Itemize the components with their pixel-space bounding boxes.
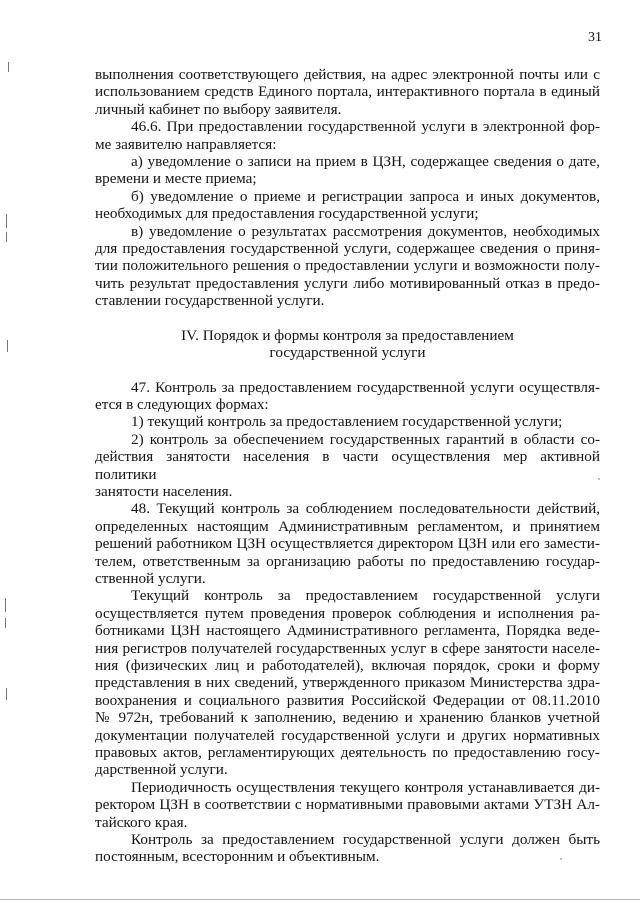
text-line: Периодичность осуществления текущего контроля устанавливается ди- (131, 778, 600, 796)
text-line: необходимых для предоставления государственной услуги; (95, 205, 479, 223)
scan-edge (0, 899, 640, 900)
text-line: представления в них сведений, утвержденного приказом Министерства здра- (95, 674, 600, 692)
text-line: № 972н, требований к заполнению, ведению и хранению бланков учетной (95, 709, 600, 727)
section-heading-line: IV. Порядок и формы контроля за предоставлением (181, 326, 514, 344)
text-line: действия занятости населения в части осуществления мер активной политики (95, 448, 600, 483)
section-heading-line: государственной услуги (269, 344, 426, 362)
list-item-a (95, 153, 600, 188)
scan-margin-mark (6, 688, 7, 700)
text-line: в) уведомление о результатах рассмотрения документов, необходимых (131, 222, 600, 240)
page-number: 31 (588, 30, 602, 45)
scan-margin-mark (8, 62, 9, 72)
text-line: воохранения и социального развития Российской Федерации от 08.11.2010 (95, 691, 600, 709)
scan-margin-mark (5, 598, 6, 612)
text-line: постоянным, всесторонним и объективным. (95, 848, 380, 866)
text-line: ботниками ЦЗН настоящего Административного регламента, Порядка веде- (95, 622, 600, 640)
text-line: Контроль за предоставлением государственной услуги должен быть (131, 831, 600, 849)
text-line: телем, ответственным за организацию работы по предоставлению государ- (95, 552, 600, 570)
scan-margin-mark (6, 232, 7, 242)
text-line: 47. Контроль за предоставлением государственной услуги осуществля- (131, 378, 600, 396)
text-line: а) уведомление о записи на прием в ЦЗН, содержащее сведения о дате, (131, 153, 600, 171)
text-line: личный кабинет по выбору заявителя. (95, 100, 342, 118)
text-line: использованием средств Единого портала, интерактивного портала в единый (95, 83, 600, 101)
text-line: 1) текущий контроль за предоставлением государственной услуги; (131, 413, 563, 431)
text-line: ния регистров получателей государственных услуг в сфере занятости населе- (95, 639, 600, 657)
text-line: занятости населения. (95, 482, 233, 500)
text-line: Текущий контроль за предоставлением государственной услуги (131, 587, 600, 605)
text-line: дарственной услуги. (95, 761, 228, 779)
text-line: ется в следующих формах: (95, 395, 269, 413)
text-line: ставлении государственной услуги. (95, 292, 325, 310)
text-line: определенных настоящим Административным регламентом, и принятием (95, 517, 600, 535)
paragraph-p1 (95, 66, 600, 118)
text-line: тайского края. (95, 813, 188, 831)
text-line: времени и месте приема; (95, 170, 257, 188)
paragraph-46-6 (95, 118, 600, 153)
list-item-v (95, 223, 600, 310)
scan-speck (598, 478, 600, 480)
paragraph-periodicity (95, 779, 600, 831)
text-line: осуществляется путем проведения проверок соблюдения и исполнения ра- (95, 604, 600, 622)
scan-speck (560, 858, 562, 860)
text-line: ственной услуги. (95, 569, 206, 587)
document-body (95, 66, 600, 866)
text-line: 46.6. При предоставлении государственной услуги в электронной фор- (131, 118, 600, 136)
text-line: ния (физических лиц и работодателей), включая порядок, сроки и форму (95, 657, 600, 674)
text-line: решений работником ЦЗН осуществляется директором ЦЗН или его замести- (95, 535, 600, 553)
text-line: 2) контроль за обеспечением государственных гарантий в области со- (131, 430, 600, 448)
section-heading (95, 327, 600, 362)
scan-margin-mark (6, 214, 7, 228)
text-line: б) уведомление о приеме и регистрации запроса и иных документов, (131, 187, 600, 205)
text-line: ректором ЦЗН в соответствии с нормативными правовыми актами УТЗН Ал- (95, 796, 600, 814)
list-item-2 (95, 431, 600, 501)
text-line: правовых актов, регламентирующих деятельность по предоставлению госу- (95, 744, 600, 762)
text-line: тии положительного решения о предоставлении услуги и возможности полу- (95, 257, 600, 275)
paragraph-control-nature (95, 831, 600, 866)
paragraph-47 (95, 379, 600, 414)
paragraph-current-control (95, 587, 600, 778)
list-item-b (95, 188, 600, 223)
text-line: для предоставления государственной услуги, содержащее сведения о приня- (95, 240, 600, 258)
text-line: ме заявителю направляется: (95, 135, 277, 153)
text-line: документации получателей государственной услуги и других нормативных (95, 726, 600, 744)
text-line: выполнения соответствующего действия, на адрес электронной почты или с (95, 66, 600, 83)
scan-margin-mark (5, 618, 6, 628)
text-line: чить результат предоставления услуги либо мотивированный отказ в предо- (95, 274, 600, 292)
scan-margin-mark (7, 340, 8, 352)
paragraph-48 (95, 500, 600, 587)
text-line: 48. Текущий контроль за соблюдением последовательности действий, (131, 500, 600, 518)
list-item-1 (95, 413, 600, 430)
